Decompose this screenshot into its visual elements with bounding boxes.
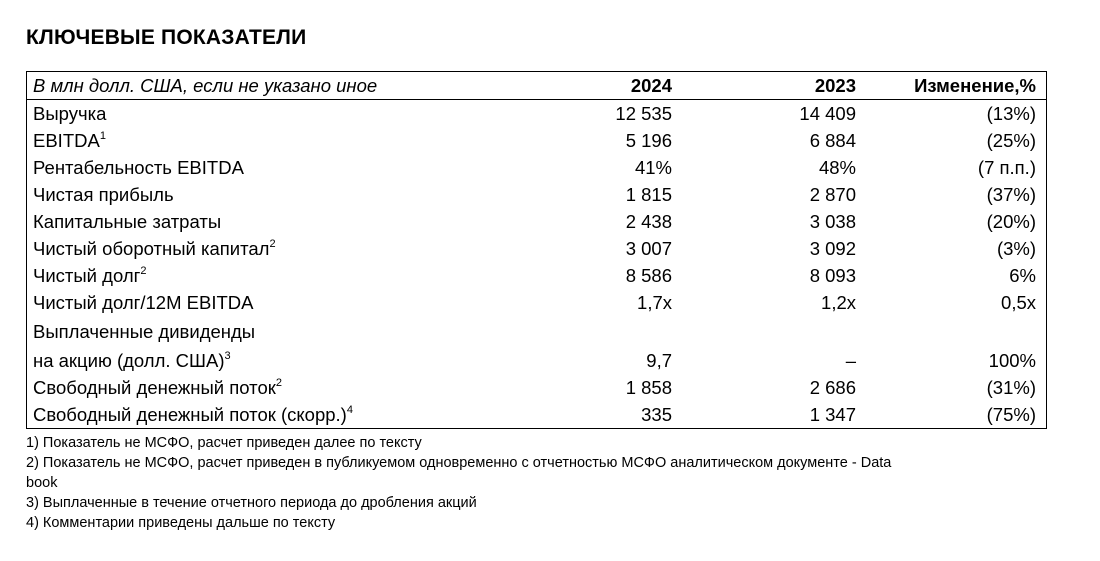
footnote-marker: 1 — [99, 129, 106, 142]
row-change: (20%) — [986, 211, 1036, 232]
row-value-2023: 1 347 — [809, 404, 856, 425]
table-row — [27, 262, 1046, 289]
footnote-4: 4) Комментарии приведены дальше по тексту — [26, 515, 336, 531]
row-label: Свободный денежный поток$^2$ — [33, 376, 282, 398]
row-value-2023: 1,2x — [821, 292, 856, 313]
row-value-2024: 41% — [634, 157, 672, 178]
row-value-2023: 3 038 — [809, 211, 856, 232]
table-header-row — [27, 72, 1046, 99]
row-change: 100% — [988, 350, 1036, 371]
table-row — [27, 401, 1046, 428]
row-label: Рентабельность EBITDA — [33, 157, 244, 178]
row-value-2023: 8 093 — [809, 265, 856, 286]
header-change: Изменение,% — [914, 75, 1036, 96]
row-value-2023: – — [845, 350, 856, 371]
header-units-label: В млн долл. США, если не указано иное — [33, 75, 378, 96]
footnote-marker: 3 — [224, 349, 231, 362]
row-change: 6% — [1009, 265, 1036, 286]
row-value-2024: 335 — [641, 404, 672, 425]
footnotes — [26, 433, 1056, 533]
table-row — [27, 235, 1046, 262]
footnote-3: 3) Выплаченные в течение отчетного периода до дробления акций — [26, 495, 477, 511]
row-value-2023: 14 409 — [799, 103, 856, 124]
table-row — [27, 347, 1046, 374]
row-label: Выплаченные дивиденды — [33, 321, 256, 342]
row-value-2024: 5 196 — [625, 130, 672, 151]
header-year-2024: 2024 — [630, 75, 672, 96]
row-value-2023: 2 686 — [809, 377, 856, 398]
row-change: (7 п.п.) — [977, 157, 1036, 178]
footnote-marker: 4 — [346, 403, 353, 416]
footnote-marker: 2 — [275, 376, 282, 389]
row-value-2024: 9,7 — [646, 350, 672, 371]
header-year-2023: 2023 — [814, 75, 856, 96]
row-change: (75%) — [986, 404, 1036, 425]
row-change: (25%) — [986, 130, 1036, 151]
row-value-2023: 3 092 — [809, 238, 856, 259]
table-row — [27, 154, 1046, 181]
row-value-2024: 1 815 — [625, 184, 672, 205]
table-row — [27, 289, 1046, 316]
footnote-marker: 2 — [140, 264, 147, 277]
footnote-1: 1) Показатель не МСФО, расчет приведен далее по тексту — [26, 435, 422, 451]
row-value-2024: 2 438 — [625, 211, 672, 232]
table-row — [27, 181, 1046, 208]
row-change: (3%) — [996, 238, 1036, 259]
page-title: КЛЮЧЕВЫЕ ПОКАЗАТЕЛИ — [26, 26, 307, 49]
row-label: на акцию (долл. США)$^3$ — [33, 349, 231, 371]
row-label: Свободный денежный поток (скорр.)$^4$ — [33, 403, 353, 425]
row-change: (37%) — [986, 184, 1036, 205]
row-value-2024: 1,7x — [637, 292, 672, 313]
row-value-2023: 48% — [818, 157, 856, 178]
row-label: Чистый долг$^2$ — [33, 264, 147, 286]
row-label: Чистый оборотный капитал$^2$ — [33, 237, 276, 259]
footnote-2: 2) Показатель не МСФО, расчет приведен в публикуемом одновременно с отчетностью МСФО аналитическом документе - Data — [26, 455, 892, 471]
footnote-marker: 2 — [269, 237, 276, 250]
row-label: Чистый долг/12М EBITDA — [33, 292, 254, 313]
row-label: Чистая прибыль — [33, 184, 174, 205]
table-row — [27, 318, 1046, 345]
row-value-2024: 3 007 — [625, 238, 672, 259]
key-indicators-table — [26, 71, 1047, 429]
row-value-2024: 8 586 — [625, 265, 672, 286]
row-change: 0,5x — [1001, 292, 1036, 313]
row-value-2023: 2 870 — [809, 184, 856, 205]
table-row — [27, 100, 1046, 127]
row-change: (13%) — [986, 103, 1036, 124]
row-label: Выручка — [33, 103, 107, 124]
row-label: Капитальные затраты — [33, 211, 222, 232]
row-label: EBITDA$^1$ — [33, 129, 106, 151]
footnote-2-continued: book — [26, 475, 58, 491]
table-row — [27, 208, 1046, 235]
table-row — [27, 127, 1046, 154]
row-value-2024: 1 858 — [625, 377, 672, 398]
row-value-2023: 6 884 — [809, 130, 856, 151]
table-row — [27, 374, 1046, 401]
row-change: (31%) — [986, 377, 1036, 398]
row-value-2024: 12 535 — [615, 103, 672, 124]
